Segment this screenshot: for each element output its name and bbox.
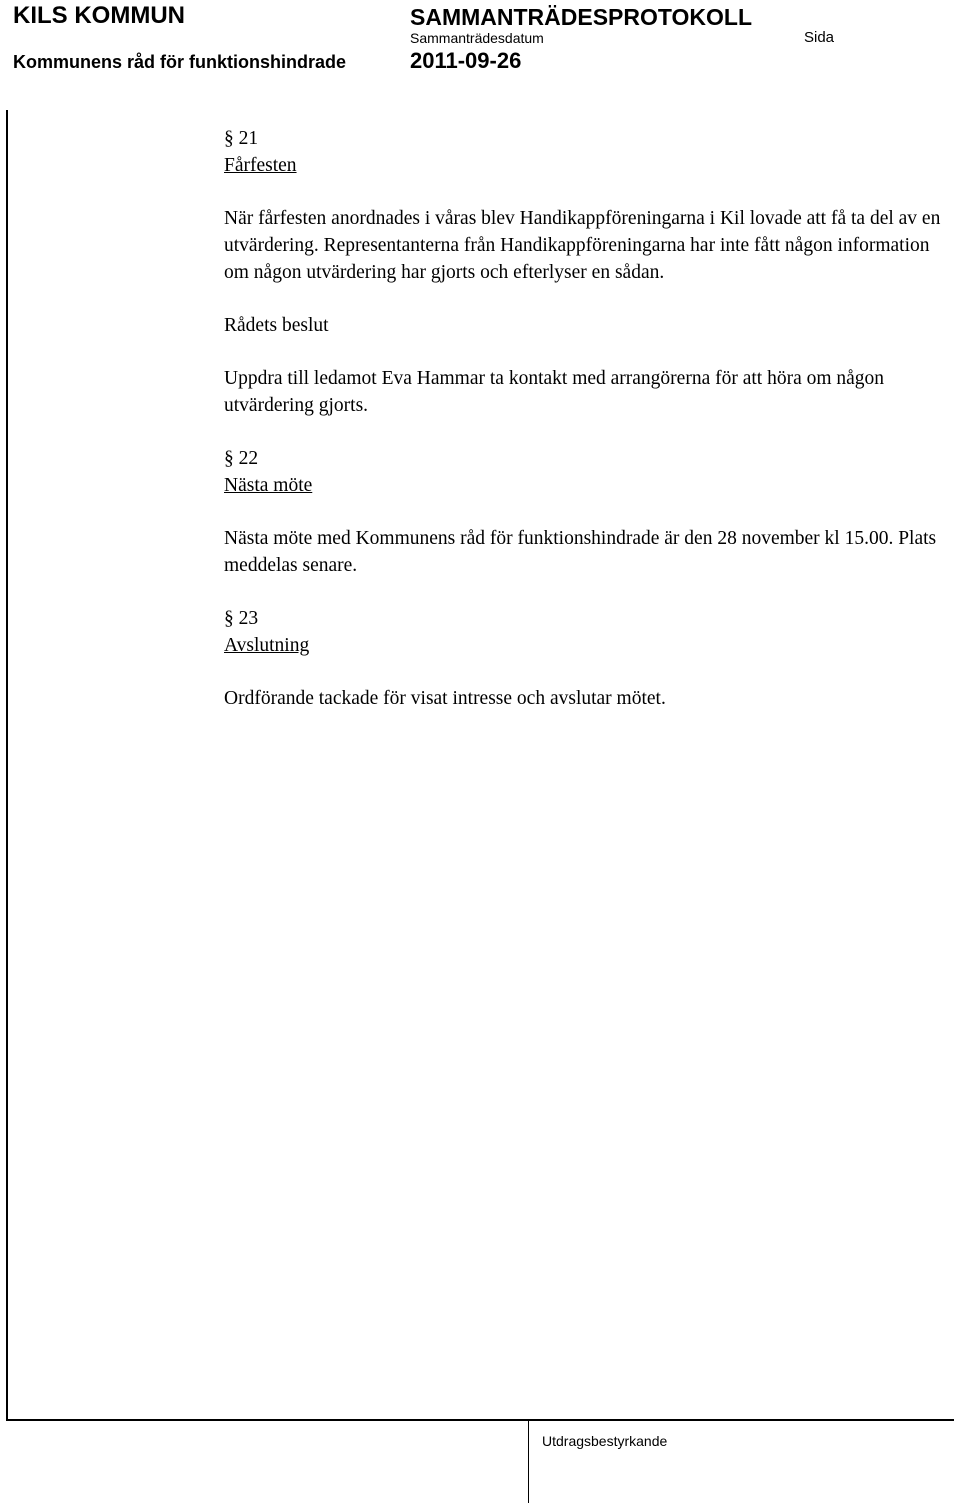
page-label: Sida xyxy=(804,29,835,46)
section-paragraph: När fårfesten anordnades i våras blev Handikappföreningarna i Kil lovade att få ta del av en utvärdering. Representanterna från Handikappföreningarna har inte fått någon information om någon utvärdering har gjorts och efterlyser en sådan. xyxy=(224,208,941,283)
decision-heading: Rådets beslut xyxy=(224,315,329,336)
section-paragraph: Ordförande tackade för visat intresse och avslutar mötet. xyxy=(224,688,666,709)
document-title: SAMMANTRÄDESPROTOKOLL xyxy=(410,4,753,30)
section-paragraph: Nästa möte med Kommunens råd för funktionshindrade är den 28 november kl 15.00. Plats meddelas senare. xyxy=(224,528,937,576)
organization-name: KILS KOMMUN xyxy=(13,2,185,29)
meeting-date: 2011-09-26 xyxy=(410,48,522,73)
protocol-body xyxy=(224,125,954,712)
section-number: § 23 xyxy=(224,608,259,629)
committee-name: Kommunens råd för funktionshindrade xyxy=(13,52,347,72)
meeting-date-label: Sammanträdesdatum xyxy=(410,30,544,46)
section-title: Nästa möte xyxy=(224,475,313,496)
left-margin-line xyxy=(6,110,8,1420)
section-22 xyxy=(224,445,954,579)
footer-column-divider xyxy=(528,1419,529,1503)
section-title: Fårfesten xyxy=(224,155,297,176)
section-number: § 22 xyxy=(224,448,259,469)
footer-divider xyxy=(6,1419,954,1421)
section-title: Avslutning xyxy=(224,635,310,656)
certification-label: Utdragsbestyrkande xyxy=(542,1433,668,1449)
decision-text: Uppdra till ledamot Eva Hammar ta kontakt med arrangörerna för att höra om någon utvärdering gjorts. xyxy=(224,368,885,416)
section-23 xyxy=(224,605,954,712)
section-number: § 21 xyxy=(224,128,259,149)
section-21 xyxy=(224,125,954,419)
